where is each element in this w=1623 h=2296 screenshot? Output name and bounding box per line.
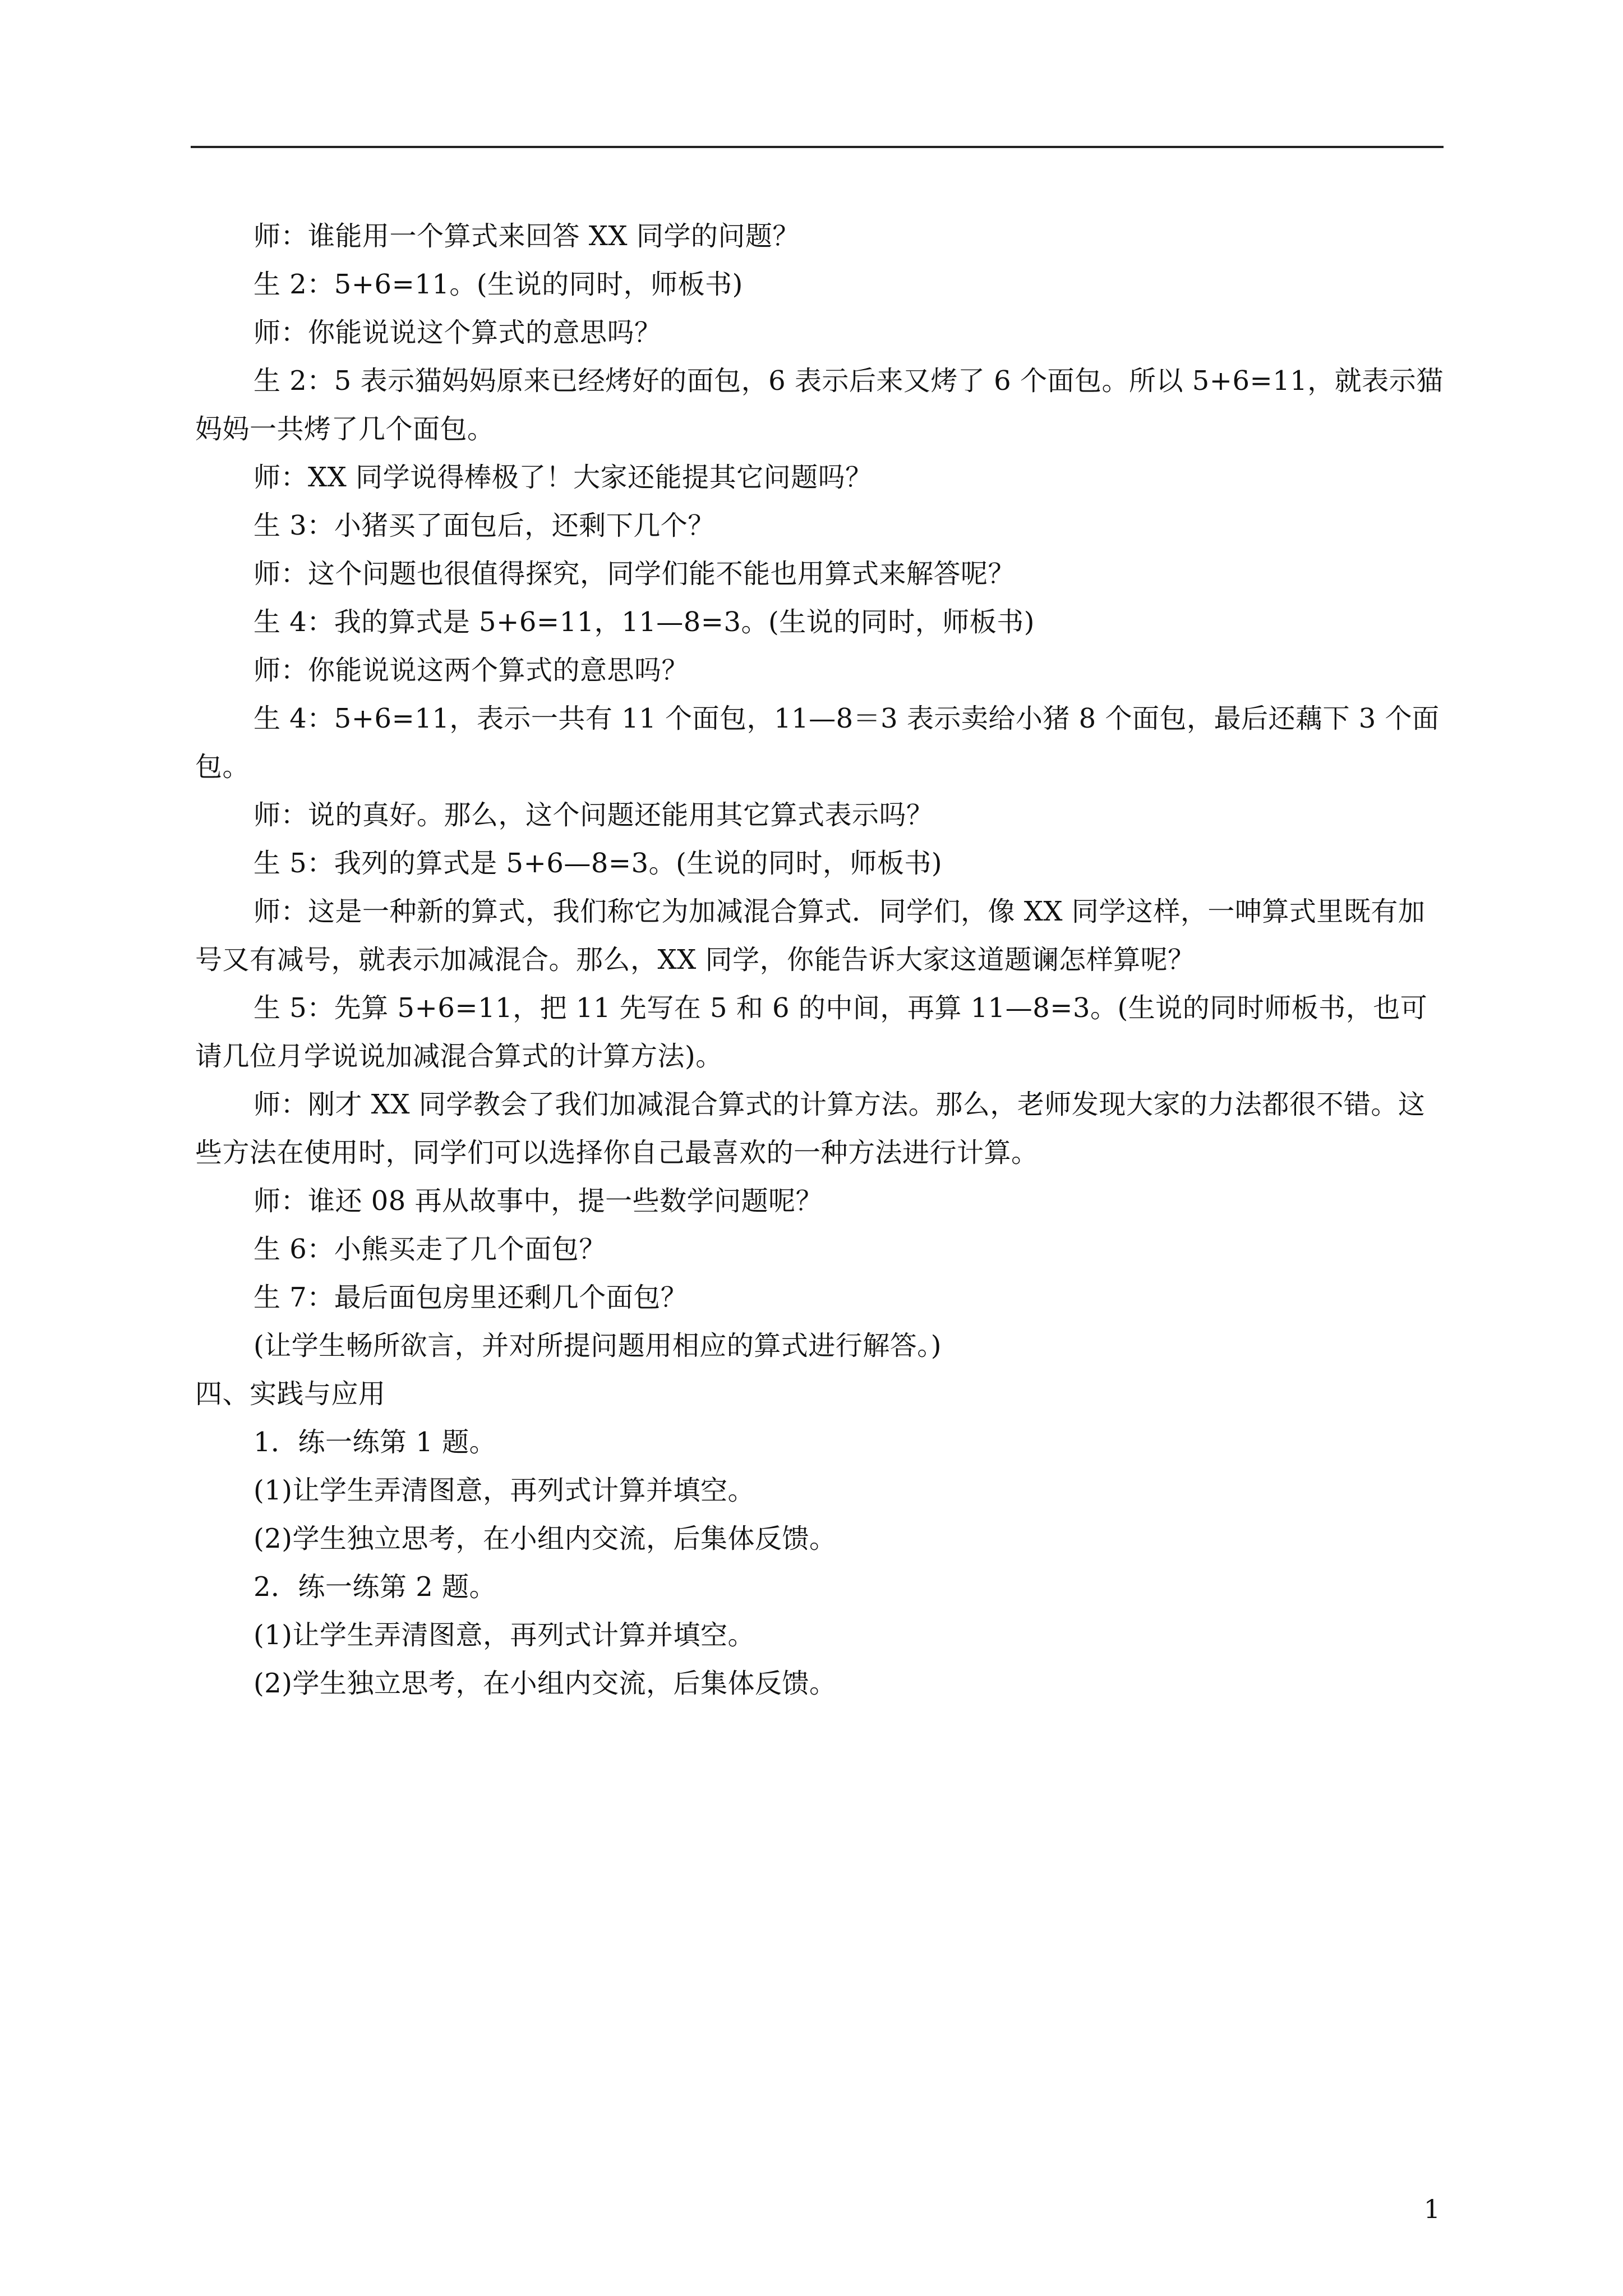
section-heading: 四、实践与应用	[195, 1378, 386, 1410]
practice-item: (2)学生独立思考，在小组内交流，后集体反馈。	[253, 1523, 837, 1554]
paragraph: 师：这是一种新的算式，我们称它为加减混合算式．同学们，像 XX 同学这样，一呻算式里既有加号又有减号，就表示加减混合。那么，XX 同学，你能告诉大家这道题谰怎样算呢？	[195, 896, 1426, 976]
practice-item: 1．练一练第 1 题。	[253, 1427, 497, 1458]
practice-item: 2．练一练第 2 题。	[253, 1571, 497, 1603]
practice-item: (2)学生独立思考，在小组内交流，后集体反馈。	[253, 1668, 837, 1699]
paragraph: 师：这个问题也很值得探究，同学们能不能也用算式来解答呢？	[253, 558, 1016, 590]
paragraph: 生 7：最后面包房里还剩几个面包？	[253, 1282, 688, 1313]
paragraph: 生 4：5+6=11，表示一共有 11 个面包，11—8＝3 表示卖给小猪 8 个面包，最后还藕下 3 个面包。	[195, 703, 1440, 783]
header-rule	[191, 146, 1444, 148]
page-number: 1	[1423, 2194, 1440, 2224]
paragraph: 师：谁还 08 再从故事中，提一些数学问题呢？	[253, 1185, 823, 1217]
practice-item: (1)让学生弄清图意，再列式计算并填空。	[253, 1619, 755, 1651]
paragraph: 生 4：我的算式是 5+6=11，11—8=3。(生说的同时，师板书)	[253, 606, 1035, 638]
paragraph: (让学生畅所欲言，并对所提问题用相应的算式进行解答。)	[253, 1330, 942, 1361]
paragraph: 师：XX 同学说得棒极了！大家还能提其它问题吗？	[253, 462, 873, 493]
paragraph: 生 6：小熊买走了几个面包？	[253, 1234, 606, 1265]
paragraph: 师：你能说说这两个算式的意思吗？	[253, 655, 689, 686]
paragraph: 生 2：5 表示猫妈妈原来已经烤好的面包，6 表示后来又烤了 6 个面包。所以 5+6=11，就表示猫妈妈一共烤了几个面包。	[195, 365, 1444, 445]
paragraph: 生 5：先算 5+6=11，把 11 先写在 5 和 6 的中间，再算 11—8=3。(生说的同时师板书，也可请几位月学说说加减混合算式的计算方法)。	[195, 992, 1428, 1072]
paragraph: 师：刚才 XX 同学教会了我们加减混合算式的计算方法。那么，老师发现大家的力法都很不错。这些方法在使用时，同学们可以选择你自己最喜欢的一种方法进行计算。	[195, 1089, 1426, 1168]
paragraph: 生 3：小猪买了面包后，还剩下几个？	[253, 510, 715, 541]
document-body	[195, 212, 1444, 1708]
paragraph: 师：谁能用一个算式来回答 XX 同学的问题？	[253, 220, 800, 252]
paragraph: 师：说的真好。那么，这个问题还能用其它算式表示吗？	[253, 799, 934, 831]
paragraph: 生 2：5+6=11。(生说的同时，师板书)	[253, 269, 743, 300]
paragraph: 生 5：我列的算式是 5+6—8=3。(生说的同时，师板书)	[253, 848, 943, 879]
practice-item: (1)让学生弄清图意，再列式计算并填空。	[253, 1475, 755, 1506]
paragraph: 师：你能说说这个算式的意思吗？	[253, 317, 662, 348]
